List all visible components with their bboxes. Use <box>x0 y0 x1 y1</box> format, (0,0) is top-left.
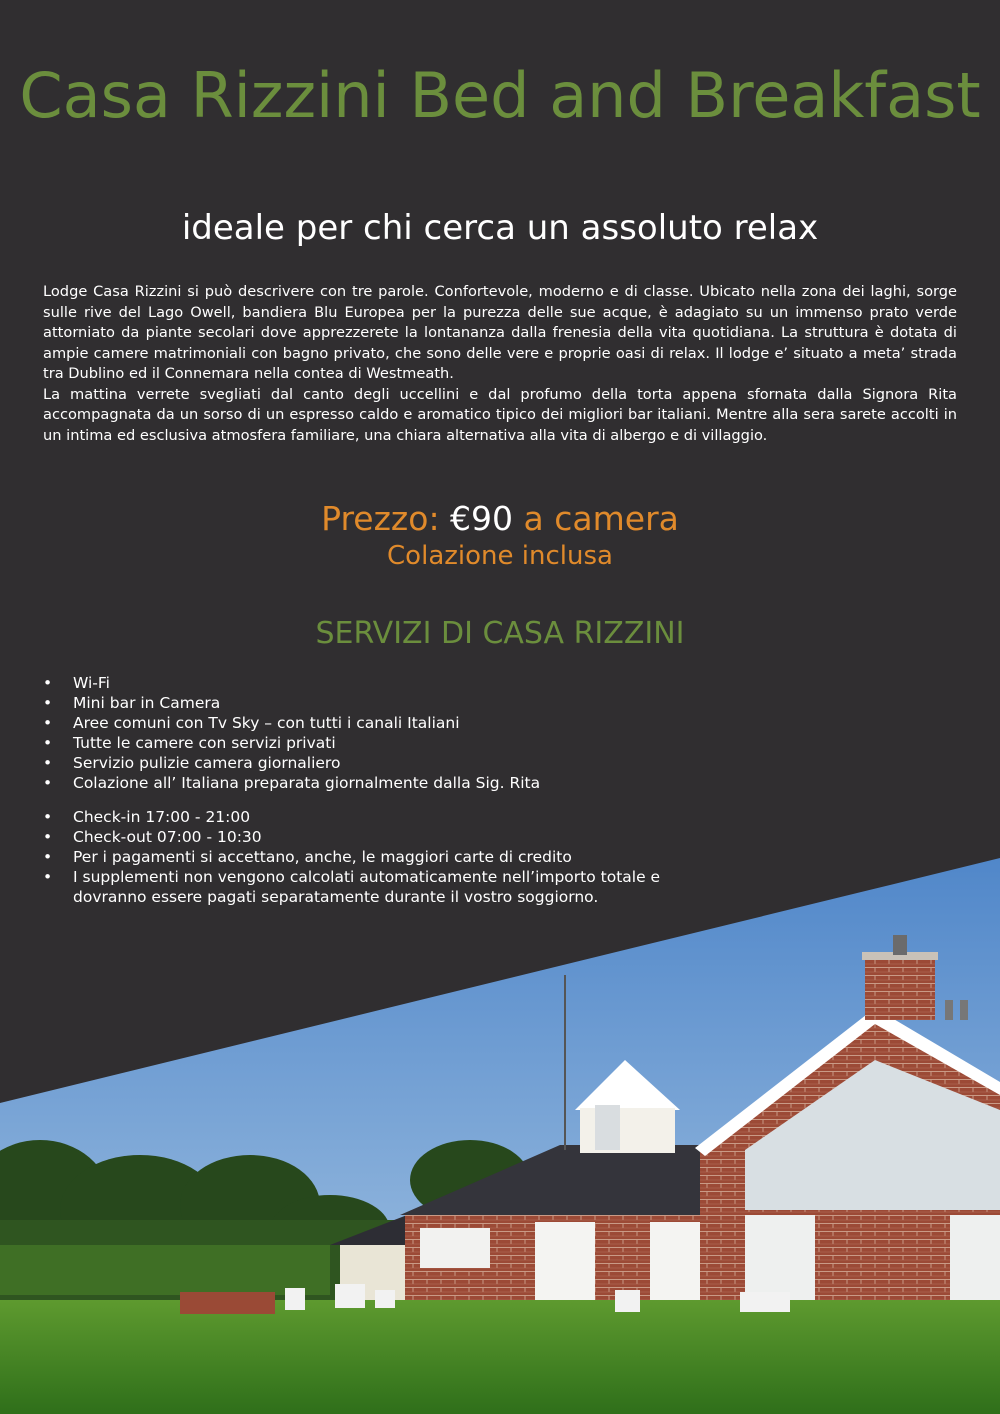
services-list <box>43 673 723 793</box>
page-title: Casa Rizzini Bed and Breakfast <box>19 59 981 132</box>
list-item <box>43 807 723 827</box>
price-label: Prezzo: <box>321 499 451 538</box>
price-note: Colazione inclusa <box>387 541 613 571</box>
price-unit: a camera <box>513 499 679 538</box>
list-item-text: Colazione all’ Italiana preparata giornalmente dalla Sig. Rita <box>73 774 541 792</box>
list-item <box>43 713 723 733</box>
bullet-icon: • <box>43 714 53 732</box>
list-item-text: Per i pagamenti si accettano, anche, le maggiori carte di credito <box>73 848 572 866</box>
list-item-text: Wi-Fi <box>73 674 110 692</box>
bullet-icon: • <box>43 774 53 792</box>
bullet-icon: • <box>43 734 53 752</box>
list-item-text: Check-out 07:00 - 10:30 <box>73 828 262 846</box>
info-list <box>43 807 723 907</box>
page-subtitle: ideale per chi cerca un assoluto relax <box>181 208 819 248</box>
list-item <box>43 753 723 773</box>
list-item <box>43 847 723 867</box>
intro-paragraph-1: Lodge Casa Rizzini si può descrivere con tre parole. Confortevole, moderno e di classe. Ubicato nella zona dei laghi, sorge sulle rive del Lago Owell, bandiera Blu Europea per la purezza delle sue acque, è adagiato su un immenso prato verde attorniato da piante secolari dove apprezzerete la lontananza dalla frenesia della vita quotidiana. La struttura è dotata di ampie camere matrimoniali con bagno privato, che sono delle vere e proprie oasi di relax. Il lodge e’ situato a meta’ strada tra Dublino ed il Connemara nella contea di Westmeath. <box>43 283 957 382</box>
bullet-icon: • <box>43 848 53 866</box>
bullet-icon: • <box>43 868 53 886</box>
bullet-icon: • <box>43 808 53 826</box>
intro-text <box>43 282 957 446</box>
list-item <box>43 827 723 847</box>
list-item-text: I supplementi non vengono calcolati automaticamente nell’importo totale e dovranno essere pagati separatamente durante il vostro soggiorno. <box>73 868 661 906</box>
intro-paragraph-2: La mattina verrete svegliati dal canto degli uccellini e dal profumo della torta appena sfornata dalla Signora Rita accompagnata da un sorso di un espresso caldo e aromatico tipico dei migliori bar italiani. Mentre alla sera sarete accolti in un intima ed esclusiva atmosfera familiare, una chiara alternativa alla vita di albergo e di villaggio. <box>43 385 957 444</box>
list-item <box>43 773 723 793</box>
list-item-text: Aree comuni con Tv Sky – con tutti i canali Italiani <box>73 714 460 732</box>
bullet-icon: • <box>43 754 53 772</box>
services-title: SERVIZI DI CASA RIZZINI <box>315 616 685 651</box>
list-item-text: Servizio pulizie camera giornaliero <box>73 754 341 772</box>
price-line <box>0 496 1000 542</box>
list-item-text: Mini bar in Camera <box>73 694 221 712</box>
bullet-icon: • <box>43 828 53 846</box>
list-item <box>43 733 723 753</box>
bullet-icon: • <box>43 694 53 712</box>
list-item <box>43 693 723 713</box>
list-item-text: Check-in 17:00 - 21:00 <box>73 808 251 826</box>
list-item-text: Tutte le camere con servizi privati <box>73 734 336 752</box>
list-item <box>43 673 723 693</box>
price-amount: €90 <box>450 499 514 538</box>
list-item <box>43 867 723 907</box>
bullet-icon: • <box>43 674 53 692</box>
